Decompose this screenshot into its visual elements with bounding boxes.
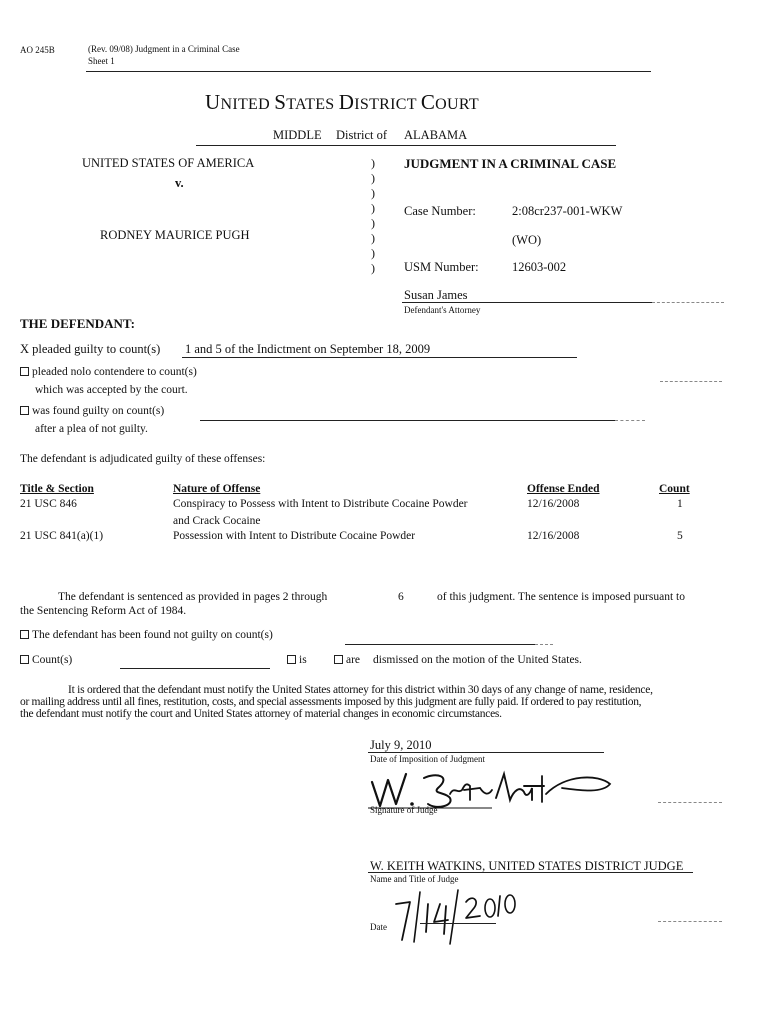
adjudicated-text: The defendant is adjudicated guilty of these offenses: bbox=[20, 453, 266, 465]
pleaded-guilty-value: 1 and 5 of the Indictment on September 18, 2009 bbox=[185, 342, 431, 356]
district-of-label: District of bbox=[336, 128, 388, 142]
counts-rule bbox=[120, 668, 270, 669]
pleaded-guilty-row bbox=[20, 342, 160, 357]
is-label: is bbox=[299, 654, 307, 666]
notice-line-1: It is ordered that the defendant must notify the United States attorney for this district within 30 days of any change of name, residence, bbox=[68, 684, 653, 696]
col-count: Count bbox=[659, 483, 690, 495]
nolo-label: pleaded nolo contendere to count(s) bbox=[32, 366, 197, 378]
district-name: MIDDLE bbox=[273, 128, 322, 142]
usm-label: USM Number: bbox=[404, 260, 479, 274]
signature-rule-dashed bbox=[658, 802, 722, 803]
not-guilty-checkbox[interactable] bbox=[20, 630, 29, 639]
sheet-number: Sheet 1 bbox=[88, 56, 115, 66]
sentencing-line-1b: of this judgment. The sentence is imposed pursuant to bbox=[437, 591, 685, 603]
header-rule bbox=[86, 71, 651, 72]
table-row-2-count: 5 bbox=[677, 530, 683, 542]
pleaded-guilty-label: pleaded guilty to count(s) bbox=[32, 342, 161, 356]
nolo-rule-dashed bbox=[660, 381, 722, 382]
sentencing-pages: 6 bbox=[398, 591, 404, 603]
caption-bracket: ) ) ) ) ) ) ) ) bbox=[371, 156, 375, 275]
handwritten-date bbox=[390, 888, 530, 946]
imposition-label: Date of Imposition of Judgment bbox=[370, 754, 485, 764]
imposition-rule bbox=[368, 752, 604, 753]
attorney-label: Defendant's Attorney bbox=[404, 305, 481, 315]
pleaded-guilty-rule bbox=[182, 357, 577, 358]
table-row-2-nature: Possession with Intent to Distribute Cocaine Powder bbox=[173, 530, 416, 542]
col-nature: Nature of Offense bbox=[173, 483, 261, 495]
counts-row bbox=[20, 654, 72, 666]
found-guilty-checkbox[interactable] bbox=[20, 406, 29, 415]
is-checkbox[interactable] bbox=[287, 655, 296, 664]
attorney-rule bbox=[402, 302, 652, 303]
is-option bbox=[287, 654, 307, 666]
table-row-1-count: 1 bbox=[677, 498, 683, 510]
sentencing-line-2: the Sentencing Reform Act of 1984. bbox=[20, 605, 187, 617]
not-guilty-rule bbox=[345, 644, 535, 645]
counts-label: Count(s) bbox=[32, 654, 73, 666]
judge-name-rule bbox=[368, 872, 693, 873]
signature-label: Signature of Judge bbox=[370, 805, 438, 815]
district-state: ALABAMA bbox=[404, 128, 468, 142]
defendant-name: RODNEY MAURICE PUGH bbox=[100, 228, 250, 242]
judge-name-title: W. KEITH WATKINS, UNITED STATES DISTRICT JUDGE bbox=[370, 859, 684, 873]
dismissed-text: dismissed on the motion of the United States. bbox=[373, 654, 582, 666]
col-title-section: Title & Section bbox=[20, 483, 94, 495]
found-guilty-row bbox=[20, 405, 164, 417]
nolo-row bbox=[20, 366, 197, 378]
nolo-sub: which was accepted by the court. bbox=[35, 384, 188, 396]
court-title: UNITED STATES DISTRICT COURT bbox=[205, 90, 479, 114]
case-number: 2:08cr237-001-WKW bbox=[512, 204, 623, 218]
usm-number: 12603-002 bbox=[512, 260, 567, 274]
counts-checkbox[interactable] bbox=[20, 655, 29, 664]
date-rule-dashed bbox=[658, 921, 722, 922]
date-rule bbox=[420, 923, 496, 924]
plaintiff-name: UNITED STATES OF AMERICA bbox=[82, 156, 255, 170]
form-revision: (Rev. 09/08) Judgment in a Criminal Case bbox=[88, 44, 240, 54]
date-label: Date bbox=[370, 922, 387, 932]
sentencing-line-1a: The defendant is sentenced as provided in pages 2 through bbox=[58, 591, 328, 603]
found-guilty-label: was found guilty on count(s) bbox=[32, 405, 165, 417]
not-guilty-label: The defendant has been found not guilty on count(s) bbox=[32, 629, 273, 641]
nolo-checkbox[interactable] bbox=[20, 367, 29, 376]
district-rule bbox=[196, 145, 616, 146]
attorney-name: Susan James bbox=[404, 288, 468, 302]
table-row-1-ended: 12/16/2008 bbox=[527, 498, 580, 510]
not-guilty-rule-dashed bbox=[535, 644, 553, 645]
found-guilty-rule-dashed bbox=[615, 420, 645, 421]
table-row-1-title: 21 USC 846 bbox=[20, 498, 77, 510]
form-id: AO 245B bbox=[20, 45, 55, 55]
case-suffix: (WO) bbox=[512, 233, 542, 247]
found-guilty-sub: after a plea of not guilty. bbox=[35, 423, 148, 435]
table-row-1-nature: Conspiracy to Possess with Intent to Distribute Cocaine Powder bbox=[173, 498, 468, 510]
table-row-2-ended: 12/16/2008 bbox=[527, 530, 580, 542]
are-option bbox=[334, 654, 360, 666]
attorney-rule-dashed bbox=[652, 302, 724, 303]
imposition-date: July 9, 2010 bbox=[370, 738, 432, 752]
case-number-label: Case Number: bbox=[404, 204, 476, 218]
defendant-heading: THE DEFENDANT: bbox=[20, 316, 135, 331]
notice-line-3: the defendant must notify the court and United States attorney of material changes in economic circumstances. bbox=[20, 708, 502, 720]
versus-label: v. bbox=[175, 176, 184, 190]
not-guilty-row bbox=[20, 629, 273, 641]
pleaded-guilty-checkbox[interactable]: X bbox=[20, 342, 30, 356]
judgment-title: JUDGMENT IN A CRIMINAL CASE bbox=[404, 156, 617, 171]
table-row-2-title: 21 USC 841(a)(1) bbox=[20, 530, 104, 542]
col-offense-ended: Offense Ended bbox=[527, 483, 600, 495]
found-guilty-rule bbox=[200, 420, 615, 421]
table-row-1-nature-2: and Crack Cocaine bbox=[173, 515, 261, 527]
name-title-label: Name and Title of Judge bbox=[370, 874, 459, 884]
notice-line-2: or mailing address until all fines, restitution, costs, and special assessments imposed by this judgment are fully paid. If ordered to pay restitution, bbox=[20, 696, 642, 708]
are-label: are bbox=[346, 654, 361, 666]
are-checkbox[interactable] bbox=[334, 655, 343, 664]
